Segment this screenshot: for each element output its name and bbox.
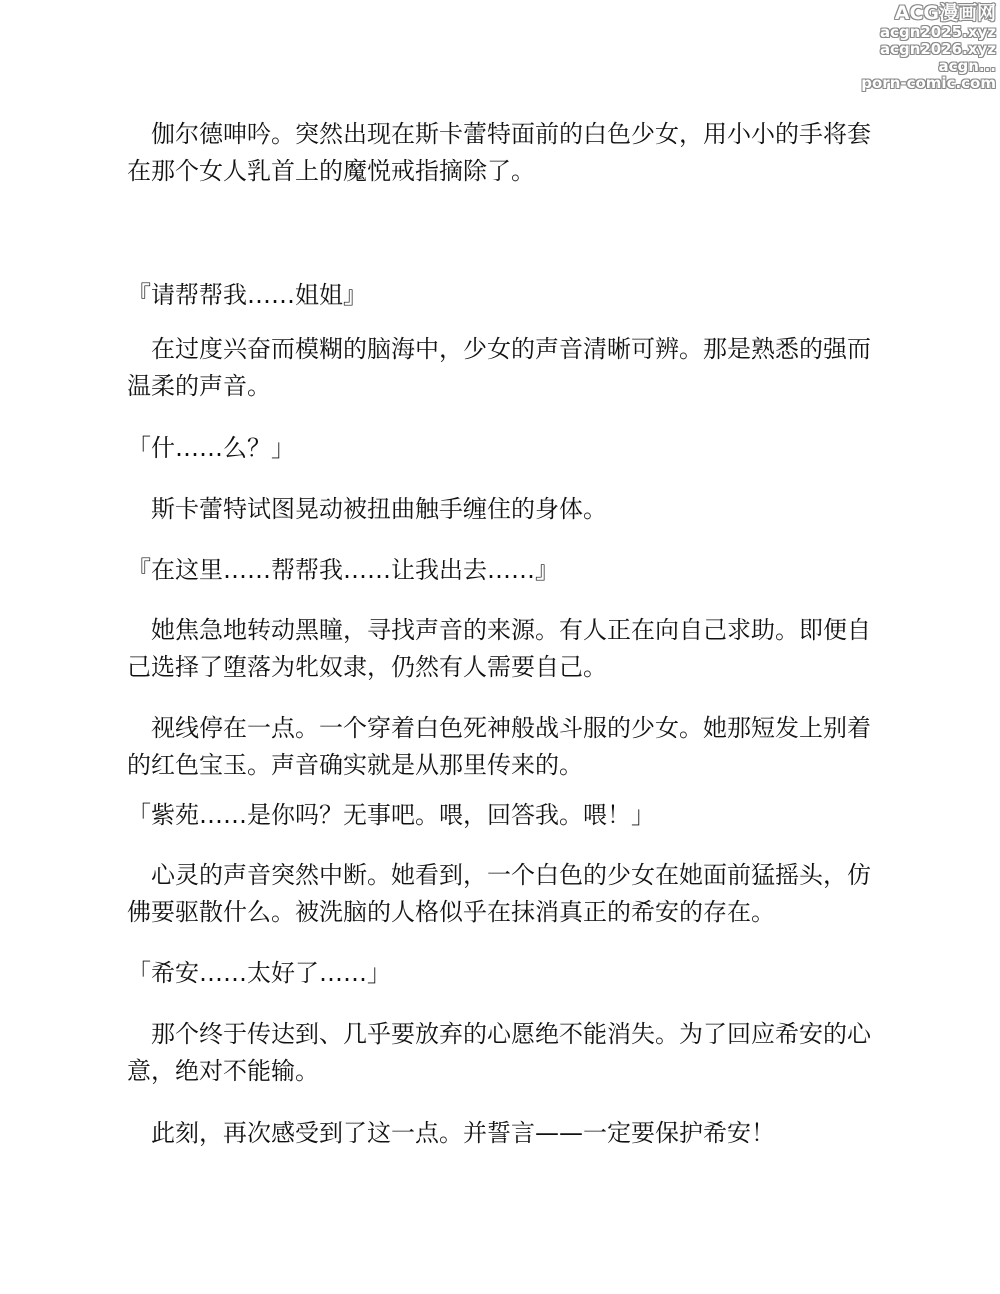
dialogue-line-5: 「希安……太好了……」: [127, 959, 391, 987]
site-watermark: [816, 2, 996, 92]
paragraph-4: 她焦急地转动黑瞳，寻找声音的来源。有人正在向自己求助。即便自己选择了堕落为牝奴隶，仍然有人需要自己。: [127, 616, 871, 681]
dialogue-line-2: 「什……么？」: [127, 434, 295, 462]
watermark-url-1: acgn2025.xyz: [879, 23, 996, 41]
watermark-url-2: acgn2026.xyz: [879, 40, 996, 58]
dialogue-line-4: 「紫苑……是你吗？无事吧。喂，回答我。喂！」: [127, 801, 655, 829]
paragraph-6: 心灵的声音突然中断。她看到，一个白色的少女在她面前猛摇头，仿佛要驱散什么。被洗脑的人格似乎在抹消真正的希安的存在。: [127, 861, 871, 926]
watermark-url-4: porn-comic.com: [861, 74, 996, 92]
dialogue-line-1: 『请帮帮我……姐姐』: [127, 281, 367, 309]
paragraph-3: 斯卡蕾特试图晃动被扭曲触手缠住的身体。: [127, 495, 607, 523]
watermark-title: ACG漫画网: [894, 2, 996, 24]
paragraph-5: 视线停在一点。一个穿着白色死神般战斗服的少女。她那短发上别着的红色宝玉。声音确实就是从那里传来的。: [127, 714, 871, 779]
dialogue-line-3: 『在这里……帮帮我……让我出去……』: [127, 556, 559, 584]
paragraph-8: 此刻，再次感受到了这一点。并誓言——一定要保护希安！: [127, 1119, 775, 1147]
paragraph-2: 在过度兴奋而模糊的脑海中，少女的声音清晰可辨。那是熟悉的强而温柔的声音。: [127, 335, 871, 400]
watermark-url-3: acgn...: [938, 57, 996, 75]
paragraph-7: 那个终于传达到、几乎要放弃的心愿绝不能消失。为了回应希安的心意，绝对不能输。: [127, 1020, 871, 1085]
paragraph-1: 伽尔德呻吟。突然出现在斯卡蕾特面前的白色少女，用小小的手将套在那个女人乳首上的魔悦戒指摘除了。: [127, 120, 871, 185]
